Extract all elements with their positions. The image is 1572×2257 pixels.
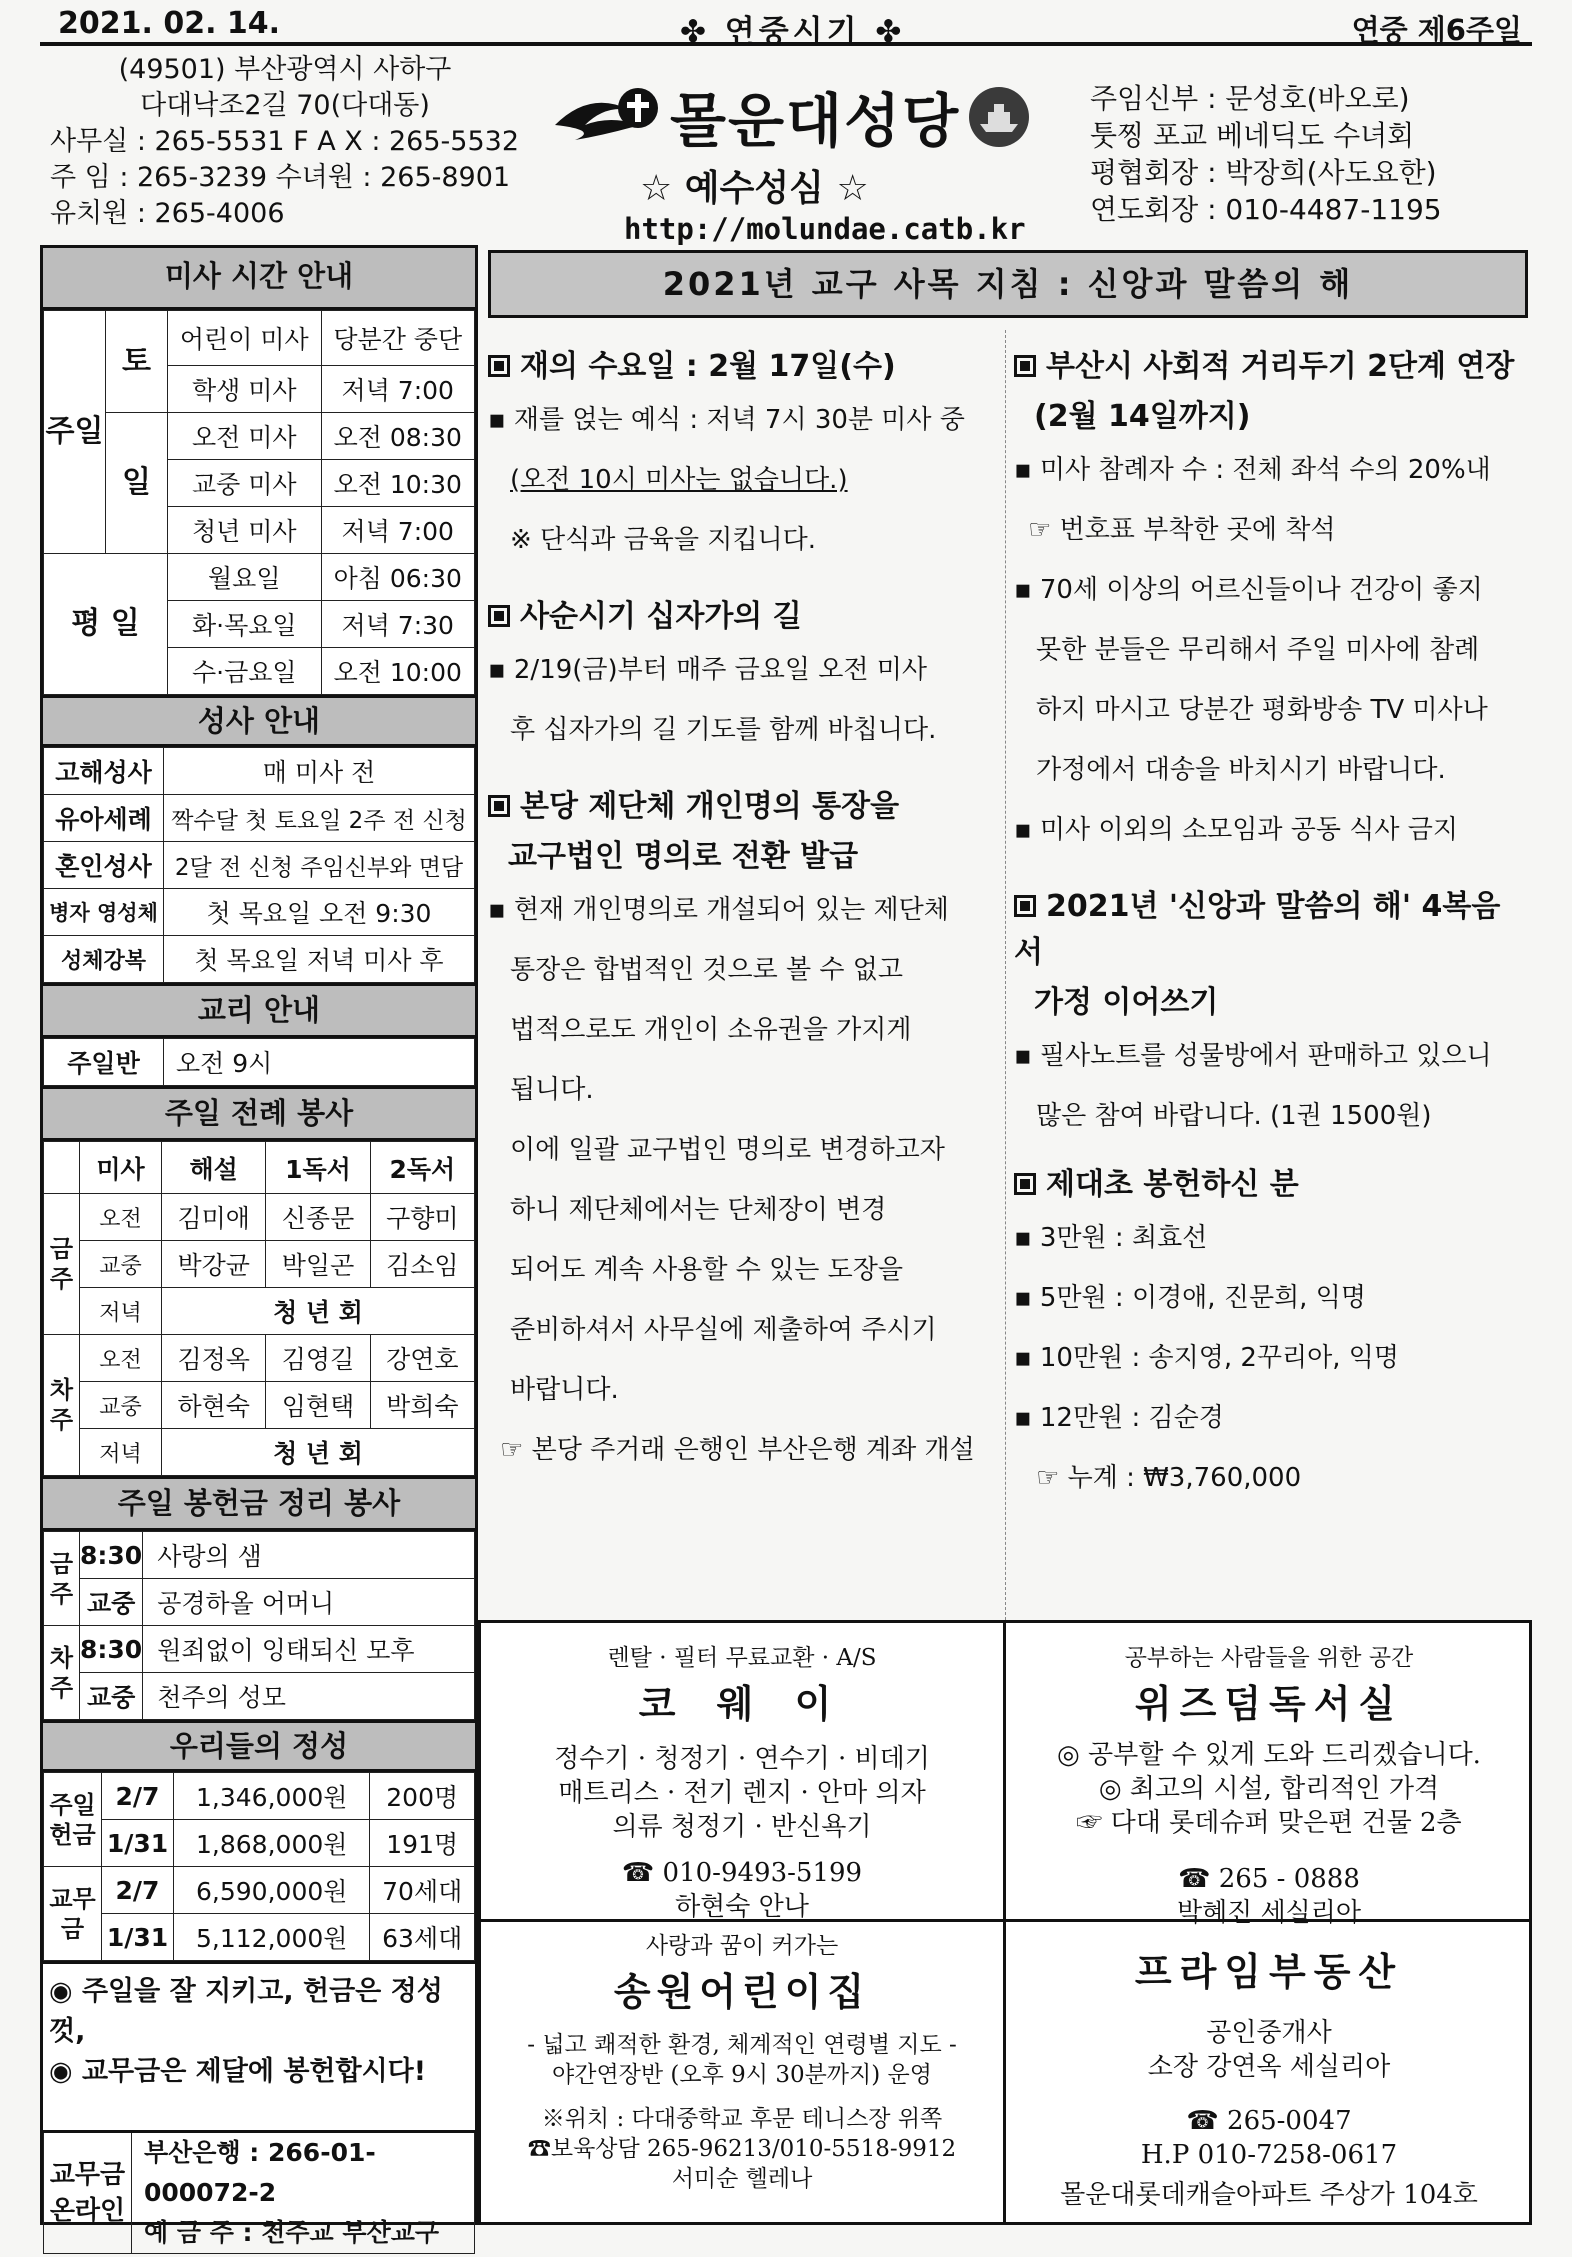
mass-time: 오전 10:30 [321, 460, 475, 507]
catechism-time: 오전 9시 [164, 1039, 475, 1086]
catechism-label: 주일반 [44, 1039, 164, 1086]
parish-logo [550, 62, 1050, 246]
paragraph: 이에 일괄 교구법인 명의로 변경하고자 [510, 1135, 945, 1165]
ad-songwon [481, 1931, 1003, 2194]
paragraph: 많은 참여 바랍니다. (1권 1500원) [1036, 1101, 1432, 1131]
sacrament-name: 성체강복 [44, 936, 164, 983]
ad-name: 위즈덤독서실 [1134, 1681, 1404, 1726]
heading-text: 2021년 '신앙과 말씀의 해' 4복음서 [1014, 889, 1501, 970]
sacrament-info: 첫 목요일 오전 9:30 [164, 889, 475, 936]
ship-emblem-icon [968, 86, 1030, 148]
offering-count: 200명 [370, 1773, 475, 1820]
paragraph: ▪ 70세 이상의 어르신들이나 건강이 좋지 [1014, 560, 1528, 620]
ad-line: ◎ 최고의 시설, 합리적인 가격 [1098, 1774, 1440, 1804]
liturgical-season: ✤ 연중시기 ✤ [680, 14, 906, 50]
service-group: 천주의 성모 [143, 1673, 475, 1720]
staff-line-1: 주임신부 : 문성호(바오로) [1090, 82, 1410, 115]
offerings-table [43, 1772, 475, 1961]
liturgy-mass: 교중 [80, 1241, 162, 1288]
offering-count: 63세대 [370, 1914, 475, 1961]
offering-date: 1/31 [102, 1820, 174, 1867]
offering-notes [43, 1961, 475, 2100]
liturgy-header: 해설 [162, 1142, 266, 1194]
sacrament-info: 짝수달 첫 토요일 2주 전 신청 [164, 795, 475, 842]
mass-schedule-title: 미사 시간 안내 [43, 248, 475, 310]
ad-line: ☎보육상담 265-96213/010-5518-9912 [527, 2136, 957, 2162]
dove-cross-icon [550, 80, 670, 150]
mass-name: 청년 미사 [168, 507, 322, 554]
ash-wednesday-heading [488, 344, 1000, 390]
paragraph: (오전 10시 미사는 없습니다.) [510, 465, 848, 495]
liturgy-header: 미사 [80, 1142, 162, 1194]
ad-contact: 박혜진 세실리아 [1176, 1898, 1362, 1928]
pastoral-theme-banner: 2021년 교구 사목 지침 : 신앙과 말씀의 해 [488, 250, 1528, 318]
middle-column [488, 330, 1000, 1620]
mass-name: 교중 미사 [168, 460, 322, 507]
ad-coway [481, 1643, 1003, 1924]
paragraph: 가정에서 대송을 바치시기 바랍니다. [1036, 755, 1446, 785]
ad-phone: H.P 010-7258-0617 [1140, 2140, 1398, 2170]
offerings-title: 우리들의 정성 [43, 1720, 475, 1772]
paragraph: 하니 제단체에서는 단체장이 변경 [510, 1195, 887, 1225]
mass-time: 오전 08:30 [321, 413, 475, 460]
sacrament-info: 첫 목요일 저녁 미사 후 [164, 936, 475, 983]
paragraph: 통장은 합법적인 것으로 볼 수 없고 [510, 955, 903, 985]
liturgy-commentator: 하현숙 [162, 1382, 266, 1429]
staff-line-3: 평협회장 : 박장희(사도요한) [1090, 156, 1437, 189]
liturgy-reader-2: 김소임 [370, 1241, 474, 1288]
liturgy-table [43, 1141, 475, 1476]
sacraments-title: 성사 안내 [43, 695, 475, 747]
mass-time: 저녁 7:00 [321, 366, 475, 413]
liturgy-reader-1: 김영길 [266, 1335, 370, 1382]
sacrament-name: 혼인성사 [44, 842, 164, 889]
ad-contact: 서미순 헬레나 [671, 2166, 813, 2192]
square-bullet-icon [488, 355, 510, 377]
kyomu-label: 교무금 [44, 1867, 102, 1961]
liturgy-mass: 교중 [80, 1382, 162, 1429]
parish-motto: ☆ 예수성심 ☆ [640, 168, 869, 209]
ad-line: ※위치 : 다대중학교 후문 테니스장 위쪽 [541, 2106, 943, 2132]
liturgy-header: 2독서 [370, 1142, 474, 1194]
this-week-label: 금주 [44, 1194, 80, 1335]
sunday-label: 주일 [44, 311, 106, 554]
paragraph: ▪ 12만원 : 김순경 [1014, 1388, 1528, 1448]
liturgy-commentator: 박강균 [162, 1241, 266, 1288]
mass-time: 오전 10:00 [321, 648, 475, 695]
phone-line-1: 사무실 : 265-5531 F A X : 265-5532 [50, 126, 519, 157]
staff-block [1090, 80, 1442, 228]
stations-heading [488, 594, 1000, 640]
sacrament-name: 고해성사 [44, 748, 164, 795]
liturgy-group: 청 년 회 [162, 1288, 475, 1335]
mass-time: 아침 06:30 [321, 554, 475, 601]
liturgy-reader-1: 신종문 [266, 1194, 370, 1241]
top-bar [40, 6, 1532, 50]
bulletin-date: 2021. 02. 14. [58, 6, 281, 41]
mass-time: 저녁 7:00 [321, 507, 475, 554]
liturgy-mass: 오전 [80, 1335, 162, 1382]
service-mass: 8:30 [80, 1626, 143, 1673]
offering-date: 1/31 [102, 1914, 174, 1961]
ad-prime [1006, 1941, 1532, 2212]
mass-time: 저녁 7:30 [321, 601, 475, 648]
ad-line: 정수기 · 청정기 · 연수기 · 비데기 [554, 1744, 930, 1774]
paragraph: 됩니다. [510, 1075, 594, 1105]
paragraph: 바랍니다. [510, 1375, 619, 1405]
mass-time: 당분간 중단 [321, 311, 475, 366]
liturgy-group: 청 년 회 [162, 1429, 475, 1476]
ad-tagline: 사랑과 꿈이 커가는 [645, 1933, 839, 1959]
liturgy-reader-2: 강연호 [370, 1335, 474, 1382]
paragraph: ☞ 번호표 부착한 곳에 착석 [1028, 515, 1336, 545]
ad-line: - 넓고 쾌적한 환경, 체계적인 연령별 지도 - [527, 2032, 957, 2058]
next-week-label: 차주 [44, 1335, 80, 1476]
heading-text: 가정 이어쓰기 [1034, 985, 1219, 1020]
liturgy-commentator: 김정옥 [162, 1335, 266, 1382]
ad-address: 몰운대롯데캐슬아파트 주상가 104호 [1060, 2180, 1478, 2210]
paragraph: 되어도 계속 사용할 수 있는 도장을 [510, 1255, 903, 1285]
ad-line: 소장 강연옥 세실리아 [1147, 2052, 1391, 2082]
online-holder: 예 금 주 : 천주교 부산교구 [144, 2218, 440, 2247]
ad-name: 코 웨 이 [638, 1681, 846, 1726]
ad-phone: ☎ 265 - 0888 [1178, 1864, 1360, 1894]
left-column [40, 245, 478, 2247]
heading-text: 교구법인 명의로 전환 발급 [508, 839, 859, 874]
service-group: 공경하올 어머니 [143, 1579, 475, 1626]
offering-date: 2/7 [102, 1867, 174, 1914]
parish-url[interactable]: http://molundae.catb.kr [624, 212, 1026, 246]
liturgy-reader-1: 임현택 [266, 1382, 370, 1429]
liturgy-reader-1: 박일곤 [266, 1241, 370, 1288]
address-line-2: 다대낙조2길 70(다대동) [140, 90, 430, 121]
paragraph: ☞ 본당 주거래 은행인 부산은행 계좌 개설 [500, 1435, 975, 1465]
ads-section [478, 1620, 1532, 2225]
sacrament-name: 병자 영성체 [44, 889, 164, 936]
ad-phone: ☎ 265-0047 [1186, 2106, 1352, 2136]
offering-note: ◉ 주일을 잘 지키고, 헌금은 정성껏, [49, 1976, 443, 2047]
ad-name: 송원어린이집 [613, 1969, 871, 2014]
paragraph: ▪ 재를 얹는 예식 : 저녁 7시 30분 미사 중 [488, 390, 1000, 450]
ad-line: ◎ 공부할 수 있게 도와 드리겠습니다. [1057, 1740, 1481, 1770]
paragraph: ▪ 미사 이외의 소모임과 공동 식사 금지 [1014, 800, 1528, 860]
ad-wisdom [1006, 1643, 1532, 1930]
mass-name: 오전 미사 [168, 413, 322, 460]
offering-amount: 1,868,000원 [174, 1820, 370, 1867]
square-bullet-icon [488, 795, 510, 817]
service-group: 사랑의 샘 [143, 1532, 475, 1579]
paragraph: ▪ 10만원 : 송지영, 2꾸리아, 익명 [1014, 1328, 1528, 1388]
offering-amount: 5,112,000원 [174, 1914, 370, 1961]
square-bullet-icon [1014, 355, 1036, 377]
offering-date: 2/7 [102, 1773, 174, 1820]
offering-amount: 6,590,000원 [174, 1867, 370, 1914]
sacrament-info: 매 미사 전 [164, 748, 475, 795]
paragraph: 법적으로도 개인이 소유권을 가지게 [510, 1015, 912, 1045]
gospel-heading [1014, 884, 1528, 976]
heading-text: (2월 14일까지) [1034, 399, 1251, 434]
mass-name: 어린이 미사 [168, 311, 322, 366]
ad-line: 의류 청정기 · 반신욕기 [612, 1812, 872, 1842]
paragraph: ※ 단식과 금육을 지킵니다. [510, 525, 817, 555]
online-label: 교무금 온라인 [44, 2132, 132, 2254]
ad-contact: 하현숙 안나 [675, 1892, 809, 1922]
ad-line: 공인중개사 [1206, 2018, 1332, 2048]
paragraph: 준비하셔서 사무실에 제출하여 주시기 [510, 1315, 937, 1345]
mass-schedule-table [43, 310, 475, 695]
ad-line: 매트리스 · 전기 렌지 · 안마 의자 [558, 1778, 926, 1808]
offering-amount: 1,346,000원 [174, 1773, 370, 1820]
sunday-offering-label: 주일헌금 [44, 1773, 102, 1867]
liturgy-corner [44, 1142, 80, 1194]
catechism-title: 교리 안내 [43, 983, 475, 1038]
phone-line-3: 유치원 : 265-4006 [50, 198, 285, 229]
sunday-day-label: 일 [106, 413, 168, 554]
paragraph: ☞ 누계 : ₩3,760,000 [1036, 1463, 1302, 1493]
staff-line-2: 툿찡 포교 베네딕도 수녀회 [1090, 119, 1415, 152]
this-week-label: 금주 [44, 1532, 80, 1626]
heading-text: 사순시기 십자가의 길 [520, 599, 802, 634]
ad-tagline: 렌탈 · 필터 무료교환 · A/S [607, 1645, 877, 1671]
offering-note: ◉ 교무금은 제달에 봉헌합시다! [49, 2056, 427, 2087]
heading-text: 부산시 사회적 거리두기 2단계 연장 [1046, 349, 1515, 384]
saturday-label: 토 [106, 311, 168, 413]
liturgy-commentator: 김미애 [162, 1194, 266, 1241]
distancing-heading [1014, 344, 1528, 390]
heading-text: 본당 제단체 개인명의 통장을 [520, 789, 900, 824]
right-column [1005, 330, 1528, 1620]
mass-name: 학생 미사 [168, 366, 322, 413]
paragraph: ▪ 미사 참례자 수 : 전체 좌석 수의 20%내 [1014, 440, 1528, 500]
online-bank: 부산은행 : 266-01-000072-2 [144, 2138, 376, 2207]
offering-service-table [43, 1531, 475, 1720]
ad-line: 야간연장반 (오후 9시 30분까지) 운영 [552, 2062, 932, 2088]
liturgy-title: 주일 전례 봉사 [43, 1086, 475, 1141]
ad-name: 프라임부동산 [1134, 1949, 1404, 1994]
paragraph: ▪ 5만원 : 이경애, 진문희, 익명 [1014, 1268, 1528, 1328]
header [40, 52, 1532, 246]
paragraph: ▪ 필사노트를 성물방에서 판매하고 있으니 [1014, 1026, 1528, 1086]
ad-phone: ☎ 010-9493-5199 [621, 1858, 863, 1888]
square-bullet-icon [488, 605, 510, 627]
liturgical-week: 연중 제6주일 [1351, 13, 1522, 47]
sacrament-info: 2달 전 신청 주임신부와 면담 [164, 842, 475, 889]
mass-name: 월요일 [168, 554, 322, 601]
mass-name: 수·금요일 [168, 648, 322, 695]
liturgy-reader-2: 구향미 [370, 1194, 474, 1241]
offering-service-title: 주일 봉헌금 정리 봉사 [43, 1476, 475, 1531]
service-mass: 교중 [80, 1673, 143, 1720]
liturgy-mass: 저녁 [80, 1429, 162, 1476]
paragraph: 후 십자가의 길 기도를 함께 바칩니다. [510, 715, 937, 745]
staff-line-4: 연도회장 : 010-4487-1195 [1090, 193, 1442, 226]
heading-text: 제대초 봉헌하신 분 [1046, 1167, 1299, 1202]
service-group: 원죄없이 잉태되신 모후 [143, 1626, 475, 1673]
liturgy-mass: 오전 [80, 1194, 162, 1241]
liturgy-mass: 저녁 [80, 1288, 162, 1335]
ad-line: ☞ 다대 롯데슈퍼 맞은편 건물 2층 [1076, 1808, 1462, 1838]
next-week-label: 차주 [44, 1626, 80, 1720]
ad-tagline: 공부하는 사람들을 위한 공간 [1124, 1645, 1414, 1671]
paragraph: 못한 분들은 무리해서 주일 미사에 참례 [1036, 635, 1480, 665]
paragraph: ▪ 현재 개인명의로 개설되어 있는 제단체 [488, 880, 1000, 940]
sacraments-table [43, 747, 475, 983]
offering-count: 70세대 [370, 1867, 475, 1914]
address-line-1: (49501) 부산광역시 사하구 [118, 54, 452, 85]
liturgy-header: 1독서 [266, 1142, 370, 1194]
paragraph: ▪ 2/19(금)부터 매주 금요일 오전 미사 [488, 640, 1000, 700]
heading-text: 재의 수요일 : 2월 17일(수) [520, 349, 896, 384]
weekday-label: 평 일 [44, 554, 168, 695]
phone-line-2: 주 임 : 265-3239 수녀원 : 265-8901 [50, 162, 511, 193]
candle-heading [1014, 1162, 1528, 1208]
sacrament-name: 유아세례 [44, 795, 164, 842]
parish-name: 몰운대성당 [670, 87, 961, 155]
offering-count: 191명 [370, 1820, 475, 1867]
online-table [43, 2130, 475, 2254]
account-heading [488, 784, 1000, 830]
paragraph: ▪ 3만원 : 최효선 [1014, 1208, 1528, 1268]
mass-name: 화·목요일 [168, 601, 322, 648]
liturgy-reader-2: 박희숙 [370, 1382, 474, 1429]
address-block [50, 52, 520, 232]
service-mass: 교중 [80, 1579, 143, 1626]
paragraph: 하지 마시고 당분간 평화방송 TV 미사나 [1036, 695, 1488, 725]
catechism-table [43, 1038, 475, 1086]
square-bullet-icon [1014, 895, 1036, 917]
service-mass: 8:30 [80, 1532, 143, 1579]
square-bullet-icon [1014, 1173, 1036, 1195]
